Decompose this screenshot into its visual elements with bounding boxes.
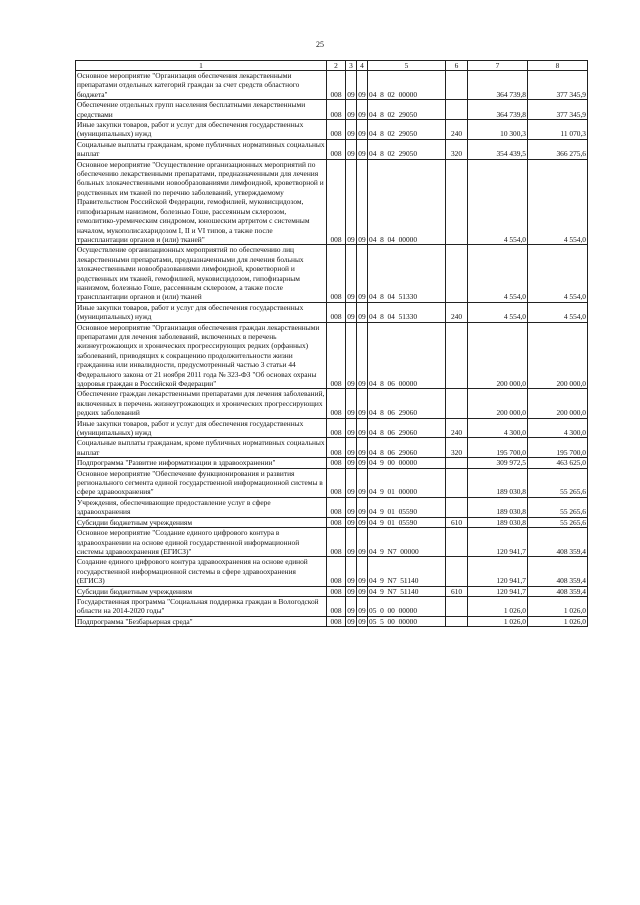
amount-year-2: 408 359,4: [528, 528, 588, 557]
column-header-8: 8: [528, 61, 588, 71]
section-code: 09: [346, 120, 357, 140]
expense-type-code: 320: [446, 438, 468, 458]
subsection-code: 09: [357, 245, 368, 302]
table-row: [76, 438, 588, 458]
amount-year-1: 189 030,8: [468, 497, 528, 517]
page-number: 25: [316, 40, 324, 49]
target-article-code: 04 8 04 00000: [368, 159, 446, 245]
ministry-code: 008: [327, 616, 346, 626]
row-name: Основное мероприятие "Организация обеспечения лекарственными препаратами отдельных категорий граждан за счет средств областного бюджета": [76, 71, 327, 100]
expense-type-code: [446, 468, 468, 497]
row-name: Обеспечение отдельных групп населения бесплатными лекарственными средствами: [76, 100, 327, 120]
row-name: Основное мероприятие "Организация обеспечения граждан лекарственными препаратами для лечения заболеваний, включенных в перечень жизнеугрожающих и хронических прогрессирующих редких (орфанных) заболеваний, приводящих к сокращению продолжительности жизни гражданина или инвалидности, предусмотренный частью 3 статьи 44 Федерального закона от 21 ноября 2011 года № 323-ФЗ "Об основах охраны здоровья граждан в Российской Федерации": [76, 322, 327, 389]
column-header-1: 1: [76, 61, 327, 71]
amount-year-1: 189 030,8: [468, 468, 528, 497]
target-article-code: 04 8 06 00000: [368, 322, 446, 389]
expense-type-code: 610: [446, 517, 468, 527]
ministry-code: 008: [327, 322, 346, 389]
amount-year-2: 200 000,0: [528, 389, 588, 418]
ministry-code: 008: [327, 596, 346, 616]
expense-type-code: [446, 322, 468, 389]
row-name: Основное мероприятие "Создание единого цифрового контура в здравоохранении на основе единой государственной информационной системы здравоохранения (ЕГИСЗ)": [76, 528, 327, 557]
section-code: 09: [346, 497, 357, 517]
target-article-code: 04 9 01 05590: [368, 517, 446, 527]
subsection-code: 09: [357, 528, 368, 557]
amount-year-2: 1 026,0: [528, 596, 588, 616]
row-name: Основное мероприятие "Осуществление организационных мероприятий по обеспечению лекарственными препаратами, предназначенными для лечения больных злокачественными новообразованиями лимфоидной, кроветворной и родственных им тканей по перечню заболеваний, утверждаемому Правительством Российской Федерации, гемофилией, муковисцидозом, гипофизарным нанизмом, болезнью Гоше, рассеянным склерозом, гемолитико-уремическим синдромом, юношеским артритом с системным началом, мукополисахаридозом I, II и VI типов, а также после трансплантации органов и (или) тканей": [76, 159, 327, 245]
amount-year-1: 10 300,3: [468, 120, 528, 140]
ministry-code: 008: [327, 557, 346, 586]
row-name: Субсидии бюджетным учреждениям: [76, 517, 327, 527]
amount-year-2: 200 000,0: [528, 322, 588, 389]
table-row: [76, 100, 588, 120]
table-row: [76, 418, 588, 438]
target-article-code: 04 9 N7 00000: [368, 528, 446, 557]
budget-table: [75, 60, 588, 627]
table-row: [76, 245, 588, 302]
amount-year-2: 55 265,6: [528, 468, 588, 497]
row-name: Субсидии бюджетным учреждениям: [76, 586, 327, 596]
amount-year-1: 200 000,0: [468, 322, 528, 389]
section-code: 09: [346, 438, 357, 458]
expense-type-code: [446, 497, 468, 517]
amount-year-2: 55 265,6: [528, 517, 588, 527]
expense-type-code: 240: [446, 418, 468, 438]
expense-type-code: [446, 458, 468, 468]
expense-type-code: [446, 100, 468, 120]
amount-year-2: 408 359,4: [528, 557, 588, 586]
amount-year-1: 364 739,8: [468, 100, 528, 120]
amount-year-2: 377 345,9: [528, 100, 588, 120]
column-header-2: 2: [327, 61, 346, 71]
expense-type-code: [446, 596, 468, 616]
expense-type-code: 240: [446, 302, 468, 322]
table-row: [76, 616, 588, 626]
amount-year-2: 377 345,9: [528, 71, 588, 100]
target-article-code: 04 8 02 29050: [368, 120, 446, 140]
amount-year-1: 354 439,5: [468, 139, 528, 159]
expense-type-code: 610: [446, 586, 468, 596]
target-article-code: 04 9 N7 51140: [368, 586, 446, 596]
target-article-code: 04 8 02 29050: [368, 100, 446, 120]
amount-year-1: 4 554,0: [468, 245, 528, 302]
target-article-code: 05 5 00 00000: [368, 616, 446, 626]
amount-year-1: 120 941,7: [468, 586, 528, 596]
header-row: [76, 61, 588, 71]
subsection-code: 09: [357, 100, 368, 120]
amount-year-1: 4 554,0: [468, 302, 528, 322]
table-row: [76, 322, 588, 389]
amount-year-1: 364 739,8: [468, 71, 528, 100]
table-row: [76, 497, 588, 517]
row-name: Иные закупки товаров, работ и услуг для обеспечения государственных (муниципальных) нужд: [76, 120, 327, 140]
section-code: 09: [346, 245, 357, 302]
amount-year-1: 4 300,0: [468, 418, 528, 438]
subsection-code: 09: [357, 159, 368, 245]
column-header-6: 6: [446, 61, 468, 71]
amount-year-2: 4 554,0: [528, 159, 588, 245]
section-code: 09: [346, 100, 357, 120]
target-article-code: 04 9 01 00000: [368, 468, 446, 497]
ministry-code: 008: [327, 139, 346, 159]
row-name: Государственная программа "Социальная поддержка граждан в Вологодской области на 2014-2020 годы": [76, 596, 327, 616]
row-name: Подпрограмма "Развитие информатизации в здравоохранении": [76, 458, 327, 468]
ministry-code: 008: [327, 517, 346, 527]
amount-year-2: 408 359,4: [528, 586, 588, 596]
amount-year-2: 4 554,0: [528, 245, 588, 302]
ministry-code: 008: [327, 458, 346, 468]
amount-year-1: 1 026,0: [468, 596, 528, 616]
table-row: [76, 468, 588, 497]
expense-type-code: [446, 557, 468, 586]
row-name: Обеспечение граждан лекарственными препаратами для лечения заболеваний, включенных в перечень жизнеугрожающих и хронических прогрессирующих редких заболеваний: [76, 389, 327, 418]
ministry-code: 008: [327, 71, 346, 100]
section-code: 09: [346, 596, 357, 616]
ministry-code: 008: [327, 418, 346, 438]
ministry-code: 008: [327, 159, 346, 245]
target-article-code: 04 8 06 29060: [368, 438, 446, 458]
ministry-code: 008: [327, 100, 346, 120]
amount-year-1: 120 941,7: [468, 528, 528, 557]
amount-year-1: 195 700,0: [468, 438, 528, 458]
table-row: [76, 528, 588, 557]
section-code: 09: [346, 71, 357, 100]
ministry-code: 008: [327, 497, 346, 517]
subsection-code: 09: [357, 322, 368, 389]
expense-type-code: 240: [446, 120, 468, 140]
table-row: [76, 586, 588, 596]
table-row: [76, 458, 588, 468]
subsection-code: 09: [358, 586, 366, 596]
expense-type-code: [446, 389, 468, 418]
amount-year-1: 309 972,5: [468, 458, 528, 468]
target-article-code: 04 9 00 00000: [368, 458, 446, 468]
section-code: 09: [347, 458, 355, 468]
row-name: Социальные выплаты гражданам, кроме публичных нормативных социальных выплат: [77, 438, 325, 457]
subsection-code: 09: [357, 120, 368, 140]
row-name: Учреждения, обеспечивающие предоставление услуг в сфере здравоохранения: [76, 497, 327, 517]
section-code: 09: [346, 139, 357, 159]
section-code: 09: [346, 302, 357, 322]
section-code: 09: [346, 322, 357, 389]
section-code: 09: [347, 517, 355, 527]
amount-year-1: 1 026,0: [468, 616, 528, 626]
subsection-code: 09: [358, 616, 366, 626]
column-header-3: 3: [346, 61, 357, 71]
target-article-code: 04 9 N7 51140: [368, 557, 446, 586]
subsection-code: 09: [357, 418, 368, 438]
expense-type-code: [446, 71, 468, 100]
table-row: [76, 159, 588, 245]
subsection-code: 09: [357, 596, 368, 616]
row-name: Подпрограмма "Безбарьерная среда": [76, 616, 327, 626]
target-article-code: 04 8 04 51330: [368, 245, 446, 302]
table-row: [76, 557, 588, 586]
expense-type-code: [446, 616, 468, 626]
row-name: Иные закупки товаров, работ и услуг для обеспечения государственных (муниципальных) нужд: [76, 302, 327, 322]
target-article-code: 04 8 02 29050: [368, 139, 446, 159]
ministry-code: 008: [327, 586, 346, 596]
column-header-7: 7: [468, 61, 528, 71]
subsection-code: 09: [357, 497, 368, 517]
column-header-5: 5: [368, 61, 446, 71]
table-row: [76, 71, 588, 100]
subsection-code: 09: [358, 458, 366, 468]
amount-year-2: 195 700,0: [528, 438, 588, 458]
expense-type-code: 320: [446, 139, 468, 159]
subsection-code: 09: [357, 557, 368, 586]
amount-year-2: 4 300,0: [528, 418, 588, 438]
table-row: [76, 139, 588, 159]
target-article-code: 04 8 06 29060: [368, 389, 446, 418]
subsection-code: 09: [357, 71, 368, 100]
amount-year-2: 1 026,0: [528, 616, 588, 626]
subsection-code: 09: [357, 139, 368, 159]
section-code: 09: [346, 557, 357, 586]
row-name: Социальные выплаты гражданам, кроме публичных нормативных социальных выплат: [77, 139, 325, 159]
table-row: [76, 389, 588, 418]
target-article-code: 04 8 04 51330: [368, 302, 446, 322]
target-article-code: 05 0 00 00000: [368, 596, 446, 616]
expense-type-code: [446, 245, 468, 302]
subsection-code: 09: [357, 302, 368, 322]
expense-type-code: [446, 159, 468, 245]
amount-year-1: 4 554,0: [468, 159, 528, 245]
row-name: Осуществление организационных мероприятий по обеспечению лиц лекарственными препаратами, предназначенными для лечения больных злокачественными новообразованиями лимфоидной, кроветворной и родственных им тканей, гемофилией, муковисцидозом, гипофизарным нанизмом, болезнью Гоше, рассеянным склерозом, а также после трансплантации органов и (или) тканей: [76, 245, 327, 302]
subsection-code: 09: [357, 438, 368, 458]
amount-year-2: 366 275,6: [528, 139, 588, 159]
section-code: 09: [346, 159, 357, 245]
ministry-code: 008: [327, 389, 346, 418]
section-code: 09: [347, 616, 355, 626]
target-article-code: 04 8 02 00000: [368, 71, 446, 100]
ministry-code: 008: [327, 528, 346, 557]
ministry-code: 008: [327, 302, 346, 322]
section-code: 09: [346, 418, 357, 438]
column-header-4: 4: [357, 61, 368, 71]
row-name: Основное мероприятие "Обеспечение функционирования и развития регионального сегмента единой государственной информационной системы в сфере здравоохранения": [76, 468, 327, 497]
table-row: [76, 120, 588, 140]
section-code: 09: [346, 528, 357, 557]
amount-year-2: 55 265,6: [528, 497, 588, 517]
amount-year-2: 4 554,0: [528, 302, 588, 322]
subsection-code: 09: [357, 389, 368, 418]
amount-year-1: 120 941,7: [468, 557, 528, 586]
ministry-code: 008: [327, 120, 346, 140]
subsection-code: 09: [358, 517, 366, 527]
table-row: [76, 302, 588, 322]
row-name: Создание единого цифрового контура здравоохранения на основе единой государственной информационной системы в сфере здравоохранения (ЕГИСЗ): [76, 557, 327, 586]
table-row: [76, 596, 588, 616]
amount-year-2: 11 070,3: [528, 120, 588, 140]
section-code: 09: [346, 468, 357, 497]
target-article-code: 04 8 06 29060: [368, 418, 446, 438]
amount-year-1: 189 030,8: [468, 517, 528, 527]
ministry-code: 008: [327, 245, 346, 302]
section-code: 09: [346, 389, 357, 418]
amount-year-2: 463 625,0: [528, 458, 588, 468]
section-code: 09: [347, 586, 355, 596]
expense-type-code: [446, 528, 468, 557]
ministry-code: 008: [327, 438, 346, 458]
amount-year-1: 200 000,0: [468, 389, 528, 418]
subsection-code: 09: [357, 468, 368, 497]
ministry-code: 008: [327, 468, 346, 497]
row-name: Иные закупки товаров, работ и услуг для обеспечения государственных (муниципальных) нужд: [76, 418, 327, 438]
table-row: [76, 517, 588, 527]
target-article-code: 04 9 01 05590: [368, 497, 446, 517]
